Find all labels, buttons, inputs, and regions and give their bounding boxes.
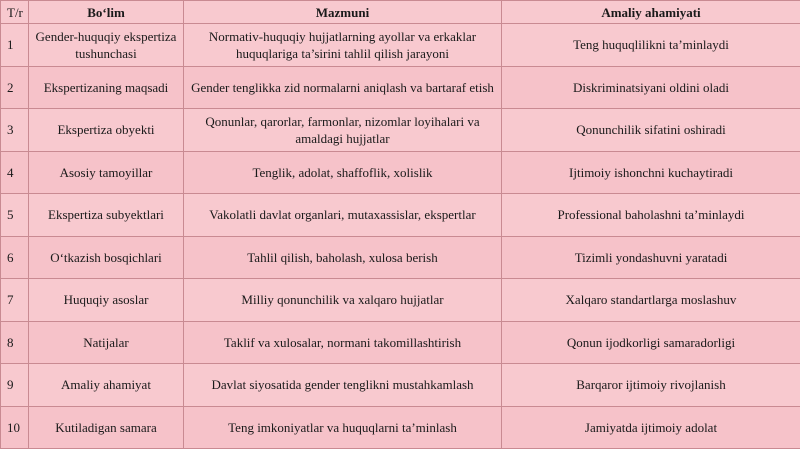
header-row	[1, 1, 800, 24]
row-content: Milliy qonunchilik va xalqaro hujjatlar	[184, 279, 502, 322]
row-significance: Tizimli yondashuvni yaratadi	[502, 236, 800, 279]
table-row	[1, 279, 800, 322]
row-significance: Jamiyatda ijtimoiy adolat	[502, 406, 800, 449]
table-row	[1, 364, 800, 407]
table-row	[1, 151, 800, 194]
row-significance: Teng huquqlilikni ta’minlaydi	[502, 24, 800, 67]
row-number: 5	[1, 194, 29, 237]
row-section: Natijalar	[29, 321, 184, 364]
row-content: Gender tenglikka zid normalarni aniqlash va bartaraf etish	[184, 66, 502, 109]
row-content: Qonunlar, qarorlar, farmonlar, nizomlar loyihalari va amaldagi hujjatlar	[184, 109, 502, 152]
row-significance: Xalqaro standartlarga moslashuv	[502, 279, 800, 322]
row-number: 6	[1, 236, 29, 279]
row-significance: Ijtimoiy ishonchni kuchaytiradi	[502, 151, 800, 194]
row-number: 1	[1, 24, 29, 67]
row-section: Huquqiy asoslar	[29, 279, 184, 322]
row-significance: Qonun ijodkorligi samaradorligi	[502, 321, 800, 364]
row-section: Ekspertiza obyekti	[29, 109, 184, 152]
row-number: 10	[1, 406, 29, 449]
table-row	[1, 109, 800, 152]
table-row	[1, 321, 800, 364]
row-content: Normativ-huquqiy hujjatlarning ayollar va erkaklar huquqlariga ta’sirini tahlil qilish jarayoni	[184, 24, 502, 67]
row-content: Tenglik, adolat, shaffoflik, xolislik	[184, 151, 502, 194]
row-number: 8	[1, 321, 29, 364]
row-number: 3	[1, 109, 29, 152]
header-number: T/r	[1, 1, 29, 24]
row-significance: Diskriminatsiyani oldini oladi	[502, 66, 800, 109]
row-significance: Professional baholashni ta’minlaydi	[502, 194, 800, 237]
row-content: Vakolatli davlat organlari, mutaxassislar, ekspertlar	[184, 194, 502, 237]
table-row	[1, 406, 800, 449]
row-significance: Qonunchilik sifatini oshiradi	[502, 109, 800, 152]
row-content: Teng imkoniyatlar va huquqlarni ta’minlash	[184, 406, 502, 449]
header-section: Bo‘lim	[29, 1, 184, 24]
row-section: Asosiy tamoyillar	[29, 151, 184, 194]
row-content: Tahlil qilish, baholash, xulosa berish	[184, 236, 502, 279]
header-content: Mazmuni	[184, 1, 502, 24]
row-number: 7	[1, 279, 29, 322]
row-section: Gender-huquqiy ekspertiza tushunchasi	[29, 24, 184, 67]
table-row	[1, 236, 800, 279]
row-section: Ekspertizaning maqsadi	[29, 66, 184, 109]
header-significance: Amaliy ahamiyati	[502, 1, 800, 24]
row-section: Ekspertiza subyektlari	[29, 194, 184, 237]
table-row	[1, 194, 800, 237]
table-row	[1, 66, 800, 109]
row-number: 9	[1, 364, 29, 407]
table-row	[1, 24, 800, 67]
row-significance: Barqaror ijtimoiy rivojlanish	[502, 364, 800, 407]
row-number: 4	[1, 151, 29, 194]
row-section: O‘tkazish bosqichlari	[29, 236, 184, 279]
row-section: Amaliy ahamiyat	[29, 364, 184, 407]
row-number: 2	[1, 66, 29, 109]
row-section: Kutiladigan samara	[29, 406, 184, 449]
row-content: Davlat siyosatida gender tenglikni mustahkamlash	[184, 364, 502, 407]
row-content: Taklif va xulosalar, normani takomillashtirish	[184, 321, 502, 364]
